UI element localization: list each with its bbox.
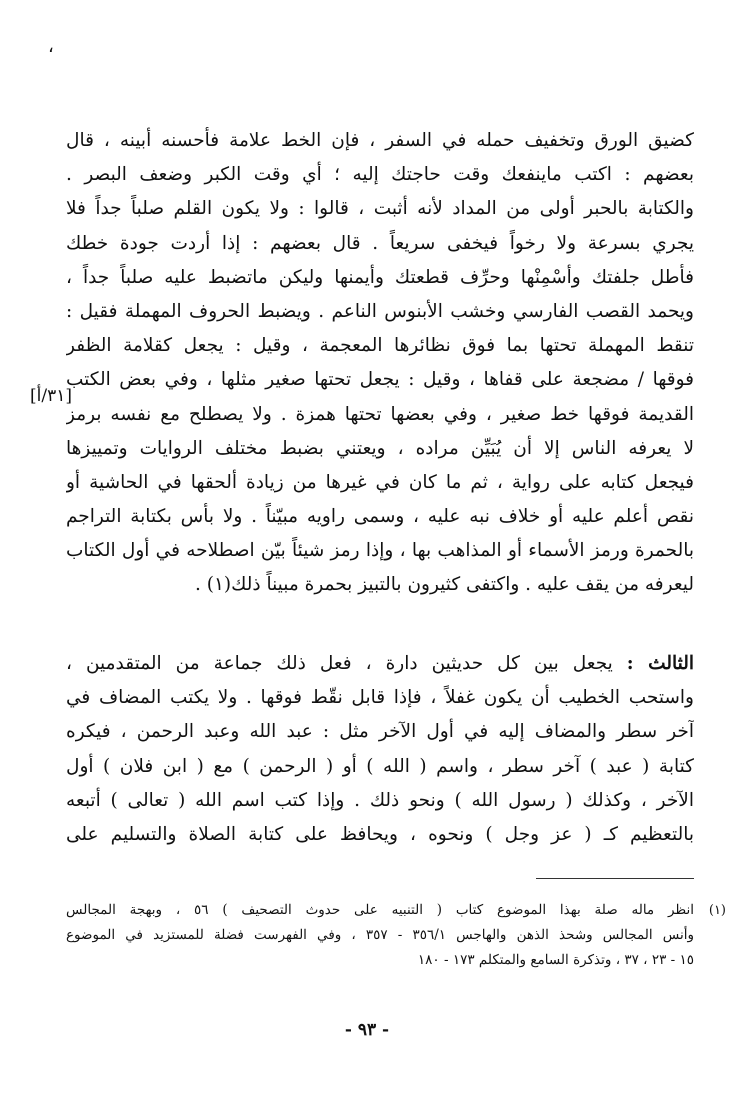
text-line: فيجعل كتابه على رواية ، ثم ما كان في غيرها من زيادة ألحقها في الحاشية أو [66,471,694,493]
text-line: فأطل جلفتك وأسْمِنْها وحرِّف قطعتك وأيمنها وليكن ماتضبط عليه صلباً جداً ، [66,266,694,288]
footnote-line: ١٥ - ٢٣ ، ٣٧ ، وتذكرة السامع والمتكلم ١٧٣ - ١٨٠ [417,952,694,968]
text-line: كضيق الورق وتخفيف حمله في السفر ، فإن الخط علامة فأحسنه أبينه ، قال [66,130,694,151]
paragraph-1 [66,124,694,603]
footnote-line: انظر ماله صلة بهذا الموضوع كتاب ( التنبيه على حدوث التصحيف ) ٥٦ ، وبهجة المجالس [66,902,694,918]
text-line: واستحب الخطيب أن يكون غفلاً ، فإذا قابل نقّط فوقها . ولا يكتب المضاف في [66,687,694,709]
footnotes [66,898,726,973]
text-line: لا يعرفه الناس إلا أن يُبَيِّن مراده ، ويعتني بضبط مختلف الروايات وتمييزها [66,437,694,459]
text-line: تنقط المهملة تحتها بما فوق نظائرها المعجمة ، وقيل : يجعل كقلامة الظفر [66,335,694,357]
text-line: الآخر ، وكذلك ( رسول الله ) ونحو ذلك . وإذا كتب اسم الله ( تعالى ) أتبعه [66,789,694,811]
paragraph-2 [66,647,694,852]
text-line: ويحمد القصب الفارسي وخشب الأبنوس الناعم . ويضبط الحروف المهملة فقيل : [66,300,694,322]
text-line: فوقها / مضجعة على قفاها ، وقيل : يجعل تحتها صغير مثلها ، وفي بعض الكتب [66,369,694,391]
section-heading: الثالث : [626,653,694,674]
footnote-number: (١) [708,903,726,918]
text-line: بالتعظيم كـ ( عز وجل ) ونحوه ، ويحافظ على كتابة الصلاة والتسليم على [66,823,694,845]
text-line-rest: يجعل بين كل حديثين دارة ، فعل ذلك جماعة من المتقدمين ، [66,653,627,674]
text-line: ليعرفه من يقف عليه . واكتفى كثيرون بالتبيز بحمرة مبيناً ذلك(١) . [194,574,694,596]
footnote-divider [536,878,694,879]
text-line: نقص أعلم عليه أو خلاف نبه عليه ، وسمى راويه مبيّناً . ولا بأس بكتابة التراجم [66,506,694,528]
text-line: والكتابة بالحبر أولى من المداد لأنه أثبت ، قالوا : ولا يكون القلم صلباً جداً فلا [66,198,694,220]
text-line: آخر سطر والمضاف إليه في أول الآخر مثل : عبد الله وعبد الرحمن ، فيكره [66,721,694,743]
footnote-line: وأنس المجالس وشحذ الذهن والهاجس ٣٥٦/١ - ٣٥٧ ، وفي الفهرست فضلة للمستزيد في الموضوع [66,927,694,943]
manuscript-folio-note: [٣١/أ] [30,386,72,406]
corner-mark: ، [48,36,54,57]
text-line: بعضهم : اكتب ماينفعك وقت حاجتك إليه ؛ أي وقت الكبر وضعف البصر . [66,164,694,186]
text-line: يجري بسرعة ولا رخواً فيخفى سريعاً . قال بعضهم : إذا أردت جودة خطك [66,232,694,254]
text-line [66,647,694,681]
text-line: القديمة فوقها خط صغير ، وفي بعضها تحتها همزة . ولا يصطلح مع نفسه برمز [66,403,694,425]
page-number: - ٩٣ - [344,1020,390,1040]
text-line: بالحمرة ورمز الأسماء أو المذاهب بها ، وإذا رمز شيئاً بيّن اصطلاحه في أول الكتاب [66,540,694,562]
text-line: كتابة ( عبد ) آخر سطر ، واسم ( الله ) أو ( الرحمن ) مع ( ابن فلان ) أول [66,755,694,777]
